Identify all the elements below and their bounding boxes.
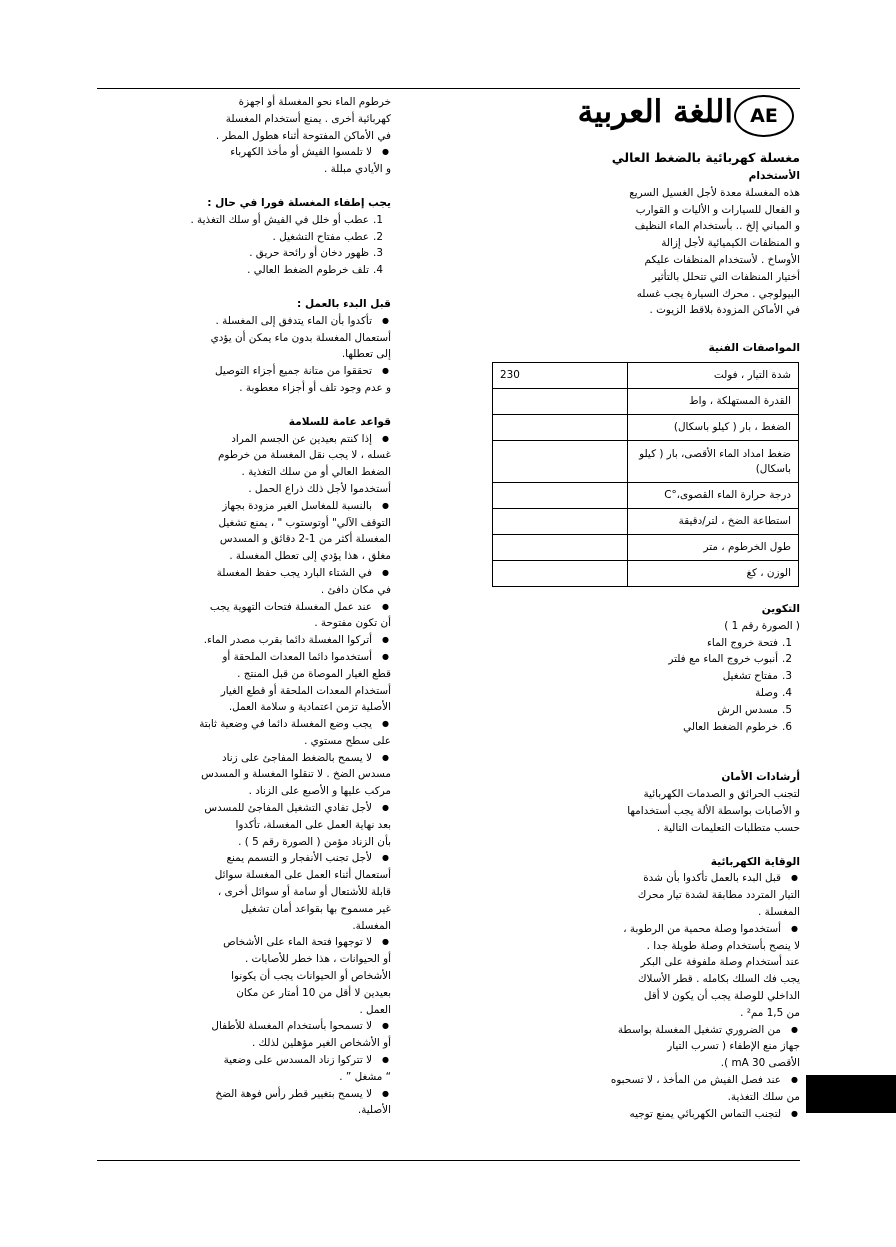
item-number: 2. (782, 653, 792, 666)
bullet-first-line: ● لا تتركوا زناد المسدس على وضعية (91, 1052, 391, 1069)
numbered-item (480, 651, 800, 668)
bullet-continuation-line: العمل . (359, 1003, 391, 1016)
bullet-continuation-line: أو الحيوانات ، هذا خطر للأصابات . (244, 953, 391, 966)
spec-label: شدة التيار ، فولت (628, 363, 799, 389)
numbered-item (91, 229, 391, 246)
bullet-continuation-line: الأقصى 30 mA ). (720, 1057, 800, 1070)
bullet-continuation-line: أو الأشخاص الغير مؤهلين لذلك . (251, 1037, 391, 1050)
spec-value (493, 389, 628, 415)
bullet-item (91, 431, 391, 498)
item-number: 3. (373, 247, 383, 260)
bullet-continuation-line: و الأيادي مبللة . (323, 163, 391, 176)
spec-label: استطاعة الضخ ، لتر/دقيقة (628, 509, 799, 535)
bullet-first-line: ● إذا كنتم بعيدين عن الجسم المراد (91, 431, 391, 448)
electrical-list (480, 870, 800, 1122)
numbered-item (480, 685, 800, 702)
bullet-continuation-line: التوقف الآلي" أوتوستوب " ، يمنع تشغيل (218, 516, 391, 529)
item-number: 1. (782, 636, 792, 649)
bullet-continuation-line: الأصلية تزمن اعتمادية و سلامة العمل. (228, 701, 391, 714)
spec-label: درجة حرارة الماء القصوى،°C (628, 483, 799, 509)
bullet-continuation-line: من سلك التغذية. (727, 1090, 800, 1103)
bullet-continuation-line: مسدس الضخ . لا تنقلوا المغسلة و المسدس (201, 768, 391, 781)
bullet-continuation-line: على سطح مستوي . (304, 734, 391, 747)
bullet-first-line: ● تأكدوا بأن الماء يتدفق إلى المغسلة . (91, 313, 391, 330)
bullet-first-line: ● لا يسمح بالضغط المفاجئ على زناد (91, 750, 391, 767)
bullet-continuation-line: غير مسموح بها بقواعد أمان تشغيل (240, 902, 391, 915)
bullet-first-line: ● لأجل تجنب الأنفجار و التسمم يمنع (91, 850, 391, 867)
top-rule (97, 88, 800, 89)
text-line: كهربائية أخرى . يمنع أستخدام المغسلة (225, 112, 391, 125)
bullet-continuation-line: قطع الغيار الموصاة من قبل المنتج . (237, 667, 391, 680)
main-title: مغسلة كهربائية بالضغط العالي (611, 150, 800, 165)
usage-paragraph (480, 185, 800, 319)
bullet-first-line: ● لا توجهوا فتحة الماء على الأشخاص (91, 934, 391, 951)
item-text: عطب مفتاح التشغيل . (272, 230, 369, 243)
bullet-item (91, 800, 391, 850)
numbered-item (480, 635, 800, 652)
bullet-first-line: ● في الشتاء البارد يجب حفظ المغسلة (91, 565, 391, 582)
item-text: مسدس الرش (717, 703, 778, 716)
bullet-item (91, 599, 391, 633)
bullet-item (480, 870, 800, 920)
bullet-continuation-line: إلى تعطلها. (341, 348, 391, 361)
bullet-continuation-line: “ مشغل ” . (339, 1070, 391, 1083)
composition-heading: التكوين (761, 603, 800, 615)
bullet-continuation-line: بأن الزناد مؤمن ( الصورة رقم 5 ) . (238, 835, 391, 848)
left-column (91, 94, 391, 1119)
spec-value (493, 561, 628, 587)
bullet-continuation-line: أن تكون مفتوحة . (314, 617, 391, 630)
bullet-item (91, 565, 391, 599)
bullet-item (91, 1052, 391, 1086)
safety-heading: أرشادات الأمان (721, 771, 800, 784)
bullet-continuation-line: في مكان دافئ . (320, 583, 391, 596)
rules-heading: قواعد عامة للسلامة (288, 415, 391, 428)
spec-value (493, 415, 628, 441)
bullet-item (91, 649, 391, 716)
spec-value (493, 441, 628, 483)
shutdown-heading: يجب إطفاء المغسلة فورا في حال : (207, 196, 391, 209)
spec-value: 230 (493, 363, 628, 389)
text-line: البيولوجي . محرك السيارة يجب غسله (636, 287, 800, 300)
bullet-continuation-line: الأشخاص أو الحيوانات يجب أن يكونوا (231, 970, 391, 983)
spec-row (493, 561, 799, 587)
bullet-continuation-line: غسله ، لا يجب نقل المغسلة من خرطوم (218, 449, 391, 462)
text-line: أختيار المنظفات التي تتحلل بالتأثير (651, 270, 800, 283)
bullet-continuation-line: قابلة للأشتعال أو سامة أو سوائل أخرى ، (217, 886, 391, 899)
bullet-continuation-line: مغلق ، هذا يؤدي إلى تعطل المغسلة . (229, 550, 391, 563)
spec-value (493, 535, 628, 561)
composition-ref: ( الصورة رقم 1 ) (724, 619, 800, 632)
specs-heading: المواصفات الفنية (708, 342, 800, 355)
item-number: 4. (782, 686, 792, 699)
numbered-item (480, 719, 800, 736)
bullet-continuation-line: لا ينصح بأستخدام وصلة طويلة جدا . (646, 939, 800, 952)
bullet-continuation-line: عند أستخدام وصلة ملفوفة على البكر (640, 956, 800, 969)
bullet-item (91, 750, 391, 800)
spec-row (493, 509, 799, 535)
spec-label: الوزن ، كغ (628, 561, 799, 587)
text-line: و الأصابات بواسطة الألة يجب أستخدامها (627, 804, 800, 817)
shutdown-list (91, 212, 391, 279)
right-column-lower (480, 601, 800, 1122)
bullet-first-line: ● يجب وضع المغسلة دائما في وضعية ثابتة (91, 716, 391, 733)
spec-label: طول الخرطوم ، متر (628, 535, 799, 561)
numbered-item (91, 212, 391, 229)
electrical-heading: الوقاية الكهربائية (710, 855, 800, 868)
rules-list (91, 431, 391, 1120)
item-number: 4. (373, 264, 383, 277)
bullet-item (91, 716, 391, 750)
bullet-item (91, 632, 391, 649)
numbered-item (91, 262, 391, 279)
bottom-rule (97, 1160, 800, 1161)
bullet-first-line: ● أتركوا المغسلة دائما بقرب مصدر الماء. (91, 632, 391, 649)
bullet-item (480, 921, 800, 1022)
text-line: و المباني إلخ .. بأستخدام الماء النظيف (634, 220, 800, 233)
bullet-first-line: ● عند عمل المغسلة فتحات التهوية يجب (91, 599, 391, 616)
before-list (91, 313, 391, 397)
bullet-first-line: ● تحققوا من متانة جميع أجزاء التوصيل (91, 363, 391, 380)
bullet-continuation-line: المغسلة . (758, 905, 800, 918)
bullet-first-line: ● قبل البدء بالعمل تأكدوا بأن شدة (480, 870, 800, 887)
text-line: هذه المغسلة معدة لأجل الغسيل السريع (629, 186, 800, 199)
item-text: عطب أو خلل في الفيش أو سلك التغذية . (190, 213, 369, 226)
text-line: في الأماكن المفتوحة أثناء هطول المطر . (215, 129, 391, 142)
text-line: في الأماكن المزودة بلاقط الزيوت . (649, 304, 800, 317)
item-number: 2. (373, 230, 383, 243)
text-line: حسب متطلبات التعليمات التالية . (656, 821, 800, 834)
bullet-continuation-line: أستخدموا لأجل ذلك ذراع الحمل . (248, 482, 391, 495)
spec-label: الضغط ، بار ( كيلو باسكال) (628, 415, 799, 441)
bullet-item (91, 144, 391, 178)
spec-value (493, 483, 628, 509)
item-text: وصلة (755, 686, 778, 699)
item-number: 5. (782, 703, 792, 716)
bullet-continuation-line: من 1,5 مم² . (740, 1006, 800, 1019)
bullet-continuation-line: و عدم وجود تلف أو أجزاء معطوبة . (239, 381, 391, 394)
text-line: و الفعال للسيارات و الأليات و القوارب (635, 203, 800, 216)
text-line: خرطوم الماء نحو المغسلة أو اجهزة (238, 96, 391, 108)
item-text: خرطوم الضغط العالي (683, 720, 778, 733)
bullet-item (480, 1106, 800, 1123)
bullet-item (91, 934, 391, 1018)
item-number: 3. (782, 670, 792, 683)
bullet-item (480, 1022, 800, 1072)
item-text: فتحة خروج الماء (707, 636, 778, 649)
bullet-item (91, 498, 391, 565)
item-text: مفتاح تشغيل (722, 670, 778, 683)
spec-row (493, 535, 799, 561)
language-title: اللغة العربية (577, 94, 733, 130)
item-text: ظهور دخان أو رائحة حريق . (249, 247, 369, 260)
right-column (480, 148, 800, 357)
bullet-continuation-line: الداخلي للوصلة يجب أن يكون لا أقل (643, 989, 800, 1002)
spec-value (493, 509, 628, 535)
text-line: الأوساخ . لأستخدام المنظفات عليكم (644, 253, 800, 266)
bullet-continuation-line: بعد نهاية العمل على المغسلة، تأكدوا (235, 818, 391, 831)
bullet-first-line: ● بالنسبة للمغاسل الغير مزودة بجهاز (91, 498, 391, 515)
bullet-continuation-line: الأصلية. (357, 1104, 391, 1117)
item-text: تلف خرطوم الضغط العالي . (247, 264, 369, 277)
bullet-first-line: ● لأجل تفادي التشغيل المفاجئ للمسدس (91, 800, 391, 817)
bullet-continuation-line: أستعمال المغسلة بدون ماء يمكن أن يؤدي (210, 331, 391, 344)
item-number: 1. (373, 213, 383, 226)
bullet-continuation-line: الضغط العالي أو من سلك التغذية . (241, 466, 391, 479)
bullet-continuation-line: مركب عليها و الأصبع على الزناد . (248, 785, 391, 798)
bullet-item (91, 1018, 391, 1052)
spec-row (493, 483, 799, 509)
bullet-item (91, 1086, 391, 1120)
bullet-first-line: ● أستخدموا دائما المعدات الملحقة أو (91, 649, 391, 666)
bullet-first-line: ● لا تلمسوا الفيش أو مأخذ الكهرباء (91, 144, 391, 161)
item-number: 6. (782, 720, 792, 733)
bullet-continuation-line: المغسلة أكثر من 1-2 دقائق و المسدس (219, 533, 391, 546)
spec-row (493, 441, 799, 483)
continued-paragraph (91, 94, 391, 144)
bullet-first-line: ● لتجنب التماس الكهربائي يمنع توجيه (480, 1106, 800, 1123)
safety-paragraph (480, 786, 800, 836)
bullet-continuation-line: التيار المتردد مطابقة لشدة تيار محرك (637, 889, 800, 902)
spec-label: القدرة المستهلكة ، واط (628, 389, 799, 415)
spec-label: ضغط امداد الماء الأقصى، بار ( كيلو باسكال) (628, 441, 799, 483)
bullet-continuation-line: أستخدام المعدات الملحقة أو قطع الغيار (220, 684, 391, 697)
bullet-first-line: ● من الضروري تشغيل المغسلة بواسطة (480, 1022, 800, 1039)
bullet-continuation-line: المغسلة. (352, 919, 391, 932)
bullet-item (91, 363, 391, 397)
composition-list (480, 635, 800, 736)
bullet-first-line: ● أستخدموا وصلة محمية من الرطوبة ، (480, 921, 800, 938)
bullet-continuation-line: أستعمال أثناء العمل على المغسلة سوائل (214, 869, 391, 882)
text-line: و المنظفات الكيميائية لأجل إزالة (661, 237, 800, 250)
bullet-item (480, 1072, 800, 1106)
bullet-continuation-line: يجب فك السلك بكامله . قطر الأسلاك (637, 973, 800, 986)
bullet-item (91, 850, 391, 934)
bullet-first-line: ● عند فصل الفيش من المأخذ ، لا تسحبوه (480, 1072, 800, 1089)
numbered-item (480, 702, 800, 719)
section-tab-marker (806, 1075, 896, 1113)
numbered-item (91, 245, 391, 262)
item-text: أنبوب خروج الماء مع فلتر (668, 653, 778, 666)
usage-heading: الأستخدام (748, 170, 800, 182)
bullet-item (91, 313, 391, 363)
before-heading: قبل البدء بالعمل : (297, 297, 391, 310)
language-badge: AE (734, 95, 794, 137)
spec-row (493, 363, 799, 389)
bullet-continuation-line: جهاز منع الإطفاء ( تسرب التيار (667, 1040, 800, 1053)
bullet-continuation-line: بعيدين لا أقل من 10 أمتار عن مكان (236, 986, 391, 999)
specs-table (492, 362, 799, 587)
bullet-first-line: ● لا يسمح بتغيير قطر رأس فوهة الضخ (91, 1086, 391, 1103)
continued-bullet (91, 144, 391, 178)
spec-row (493, 415, 799, 441)
spec-row (493, 389, 799, 415)
text-line: لتجنب الحرائق و الصدمات الكهربائية (643, 788, 800, 801)
bullet-first-line: ● لا تسمحوا بأستخدام المغسلة للأطفال (91, 1018, 391, 1035)
numbered-item (480, 668, 800, 685)
